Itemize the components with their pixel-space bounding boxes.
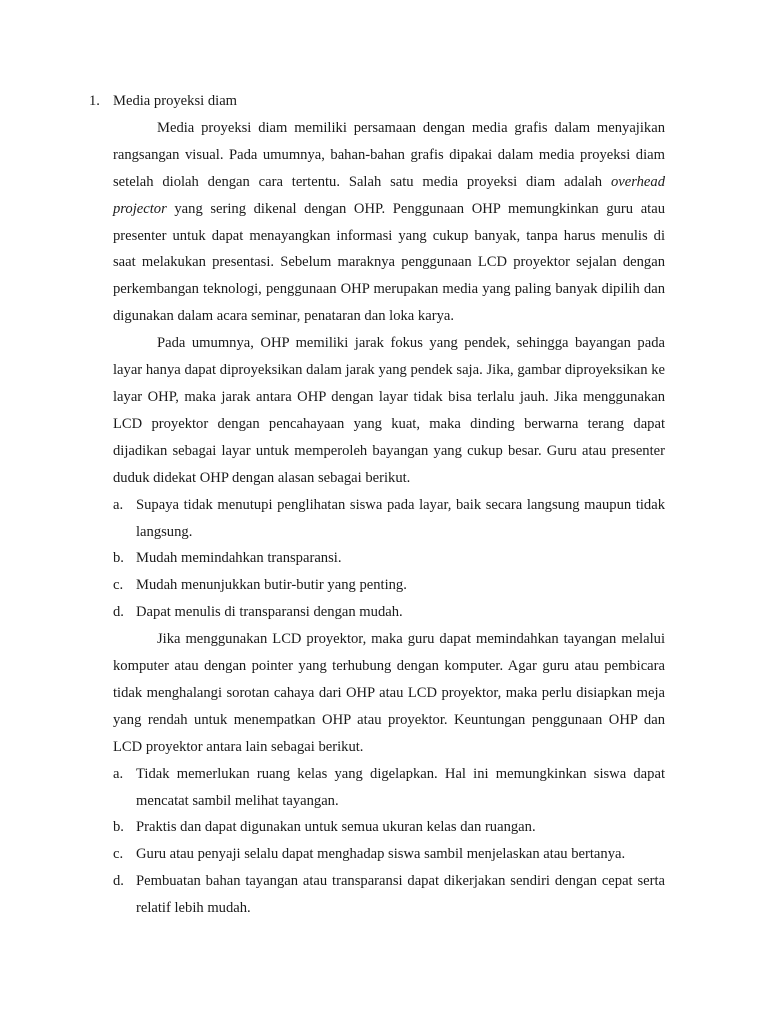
list-item [113,572,665,599]
list-item-text: Praktis dan dapat digunakan untuk semua ukuran kelas dan ruangan. [136,819,536,836]
list-item [113,814,665,841]
list-item-text: Guru atau penyaji selalu dapat menghadap siswa sambil menjelaskan atau bertanya. [136,846,626,863]
paragraph-ohp-focus: Pada umumnya, OHP memiliki jarak fokus yang pendek, sehingga bayangan pada layar hanya dapat diproyeksikan dalam jarak yang pendek saja. Jika, gambar diproyeksikan ke layar OHP, maka jarak antara OHP dengan layar tidak bisa terlalu jauh. Jika menggunakan LCD proyektor dengan pencahayaan yang kuat, maka dinding berwarna terang dapat dijadikan sebagai layar untuk memperoleh bayangan yang cukup besar. Guru atau presenter duduk didekat OHP dengan alasan sebagai berikut. [113,335,665,486]
list-item [113,841,665,868]
reasons-list [113,492,665,627]
list-item [113,545,665,572]
list-marker: d. [113,604,124,621]
section-body [113,115,665,922]
list-item [113,761,665,815]
list-marker: c. [113,846,124,863]
list-marker: a. [113,765,124,782]
advantages-list [113,761,665,922]
list-marker: b. [113,550,124,567]
list-item [113,492,665,546]
list-marker: b. [113,819,124,836]
paragraph-intro-italic-term: overhead projector [113,173,665,217]
list-item [113,868,665,922]
list-item-text: Supaya tidak menutupi penglihatan siswa pada layar, baik secara langsung maupun tidak langsung. [136,496,665,540]
section-heading [89,88,665,115]
list-item-text: Tidak memerlukan ruang kelas yang digelapkan. Hal ini memungkinkan siswa dapat mencatat sambil melihat tayangan. [136,765,665,809]
list-marker: c. [113,577,124,594]
paragraph-intro-text-start: Media proyeksi diam memiliki persamaan dengan media grafis dalam menyajikan rangsangan visual. Pada umumnya, bahan-bahan grafis dipakai dalam media proyeksi diam setelah diolah dengan cara tertentu. Salah satu media proyeksi diam adalah [113,119,665,190]
list-item-text: Mudah menunjukkan butir-butir yang penting. [136,577,407,594]
paragraph-intro-text-end: yang sering dikenal dengan OHP. Penggunaan OHP memungkinkan guru atau presenter untuk dapat menayangkan informasi yang cukup banyak, tanpa harus menulis di saat melakukan presentasi. Sebelum maraknya penggunaan LCD proyektor sejalan dengan perkembangan teknologi, penggunaan OHP merupakan media yang paling banyak dipilih dan digunakan dalam acara seminar, penataran dan loka karya. [113,200,665,325]
section-number: 1. [89,93,100,109]
paragraph-lcd: Jika menggunakan LCD proyektor, maka guru dapat memindahkan tayangan melalui komputer atau dengan pointer yang terhubung dengan komputer. Agar guru atau pembicara tidak menghalangi sorotan cahaya dari OHP atau LCD proyektor, maka perlu disiapkan meja yang rendah untuk menempatkan OHP atau proyektor. Keuntungan penggunaan OHP dan LCD proyektor antara lain sebagai berikut. [113,631,665,755]
list-item-text: Mudah memindahkan transparansi. [136,550,342,567]
list-item-text: Pembuatan bahan tayangan atau transparansi dapat dikerjakan sendiri dengan cepat serta relatif lebih mudah. [136,873,665,917]
list-marker: a. [113,496,124,513]
list-item-text: Dapat menulis di transparansi dengan mudah. [136,604,403,621]
list-item [113,599,665,626]
section-title: Media proyeksi diam [113,93,238,109]
document-content [89,88,665,922]
list-marker: d. [113,873,124,890]
paragraph-intro [113,115,665,330]
